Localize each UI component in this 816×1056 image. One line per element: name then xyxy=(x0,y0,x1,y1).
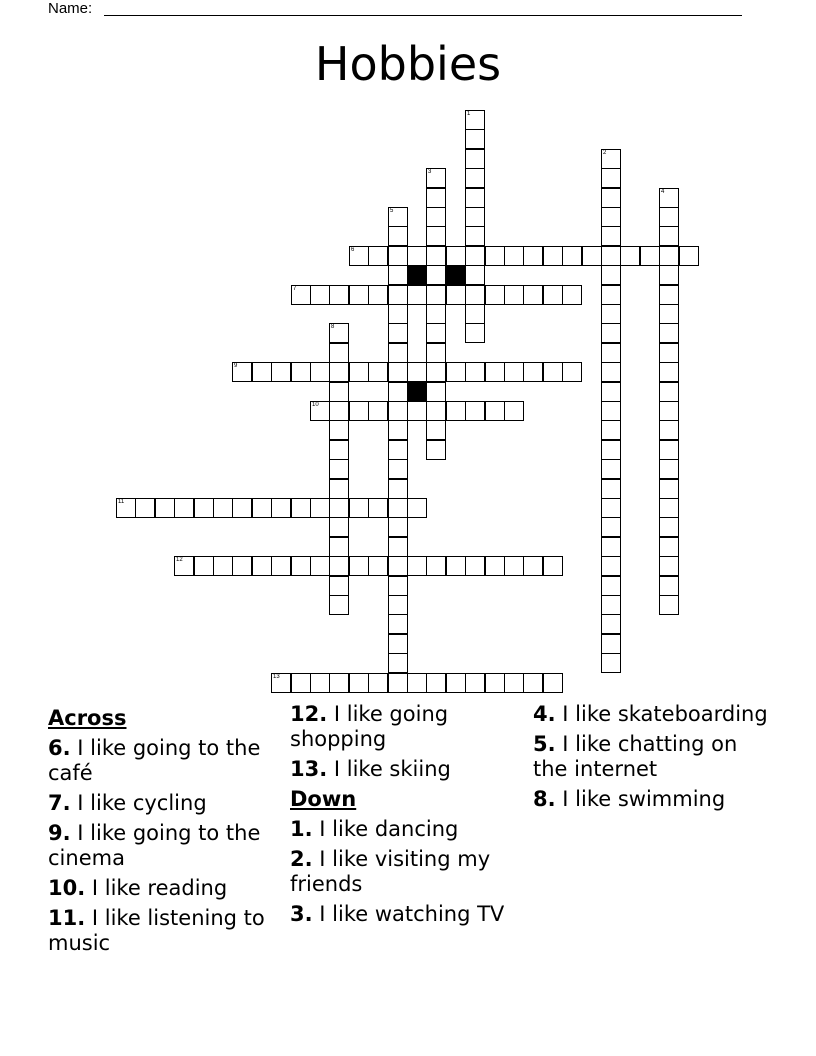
across-heading: Across xyxy=(48,706,127,730)
crossword-cell[interactable] xyxy=(388,343,408,363)
crossword-cell[interactable] xyxy=(659,556,679,576)
crossword-cell[interactable] xyxy=(174,498,194,518)
cell-number: 12 xyxy=(176,557,183,563)
clue-text: I like going shopping xyxy=(290,702,449,751)
clue-across-9 xyxy=(48,821,284,871)
crossword-cell[interactable] xyxy=(446,285,466,305)
crossword-cell[interactable] xyxy=(329,323,349,343)
crossword-cell[interactable] xyxy=(465,304,485,324)
clue-text: I like reading xyxy=(91,876,228,900)
crossword-cell[interactable] xyxy=(659,304,679,324)
crossword-cell[interactable] xyxy=(659,285,679,305)
crossword-cell[interactable] xyxy=(329,595,349,615)
crossword-cell[interactable] xyxy=(601,537,621,557)
crossword-cell[interactable] xyxy=(291,285,311,305)
clue-number: 8. xyxy=(533,787,556,811)
crossword-cell[interactable] xyxy=(523,556,543,576)
crossword-cell[interactable] xyxy=(601,614,621,634)
crossword-cell[interactable] xyxy=(388,265,408,285)
clue-down-3 xyxy=(290,902,526,927)
crossword-cell[interactable] xyxy=(426,168,446,188)
crossword-cell[interactable] xyxy=(523,673,543,693)
crossword-cell[interactable] xyxy=(388,517,408,537)
crossword-cell[interactable] xyxy=(407,246,427,266)
clue-down-1 xyxy=(290,817,526,842)
crossword-cell[interactable] xyxy=(388,226,408,246)
crossword-cell[interactable] xyxy=(426,382,446,402)
clue-number: 4. xyxy=(533,702,556,726)
clue-number: 11. xyxy=(48,906,86,930)
crossword-cell[interactable] xyxy=(504,362,524,382)
crossword-cell[interactable] xyxy=(601,207,621,227)
cell-number: 7 xyxy=(293,286,297,292)
crossword-cell[interactable] xyxy=(194,498,214,518)
crossword-cell[interactable] xyxy=(504,673,524,693)
crossword-cell[interactable] xyxy=(659,343,679,363)
crossword-cell[interactable] xyxy=(504,246,524,266)
crossword-cell[interactable] xyxy=(659,479,679,499)
crossword-cell[interactable] xyxy=(329,556,349,576)
crossword-cell[interactable] xyxy=(465,323,485,343)
crossword-cell[interactable] xyxy=(465,362,485,382)
clue-text: I like going to the cinema xyxy=(48,821,261,870)
crossword-cell[interactable] xyxy=(659,595,679,615)
clue-across-10 xyxy=(48,876,284,901)
crossword-cell[interactable] xyxy=(329,479,349,499)
crossword-cell[interactable] xyxy=(601,420,621,440)
crossword-cell[interactable] xyxy=(465,207,485,227)
crossword-cell[interactable] xyxy=(426,362,446,382)
crossword-cell[interactable] xyxy=(543,362,563,382)
crossword-cell[interactable] xyxy=(659,498,679,518)
clue-text: I like chatting on the internet xyxy=(533,732,738,781)
crossword-cell[interactable] xyxy=(562,362,582,382)
crossword-cell[interactable] xyxy=(368,246,388,266)
crossword-cell[interactable] xyxy=(485,285,505,305)
crossword-cell[interactable] xyxy=(601,343,621,363)
crossword-cell[interactable] xyxy=(349,498,369,518)
crossword-cell[interactable] xyxy=(388,595,408,615)
crossword-cell[interactable] xyxy=(465,556,485,576)
crossword-cell[interactable] xyxy=(426,226,446,246)
crossword-cell[interactable] xyxy=(310,285,330,305)
crossword-cell[interactable] xyxy=(368,401,388,421)
crossword-block xyxy=(446,265,466,285)
crossword-cell[interactable] xyxy=(329,517,349,537)
crossword-cell[interactable] xyxy=(291,673,311,693)
crossword-cell[interactable] xyxy=(465,168,485,188)
clue-text: I like swimming xyxy=(562,787,726,811)
cell-number: 2 xyxy=(603,150,607,156)
crossword-cell[interactable] xyxy=(426,246,446,266)
crossword-cell[interactable] xyxy=(291,362,311,382)
crossword-cell[interactable] xyxy=(562,285,582,305)
clue-across-12 xyxy=(290,702,526,752)
crossword-cell[interactable] xyxy=(601,285,621,305)
clue-number: 1. xyxy=(290,817,313,841)
clue-number: 13. xyxy=(290,757,328,781)
crossword-cell[interactable] xyxy=(388,304,408,324)
crossword-cell[interactable] xyxy=(504,401,524,421)
crossword-cell[interactable] xyxy=(601,382,621,402)
crossword-cell[interactable] xyxy=(485,556,505,576)
crossword-cell[interactable] xyxy=(329,498,349,518)
clue-down-4 xyxy=(533,702,769,727)
crossword-cell[interactable] xyxy=(446,246,466,266)
clue-number: 2. xyxy=(290,847,313,871)
cell-number: 1 xyxy=(467,111,471,117)
crossword-cell[interactable] xyxy=(407,673,427,693)
crossword-cell[interactable] xyxy=(232,556,252,576)
crossword-cell[interactable] xyxy=(388,537,408,557)
crossword-cell[interactable] xyxy=(543,285,563,305)
crossword-cell[interactable] xyxy=(329,401,349,421)
crossword-cell[interactable] xyxy=(601,149,621,169)
clue-text: I like visiting my friends xyxy=(290,847,491,896)
crossword-cell[interactable] xyxy=(601,323,621,343)
crossword-cell[interactable] xyxy=(213,556,233,576)
crossword-cell[interactable] xyxy=(543,673,563,693)
crossword-cell[interactable] xyxy=(543,246,563,266)
crossword-cell[interactable] xyxy=(407,498,427,518)
crossword-cell[interactable] xyxy=(329,382,349,402)
crossword-cell[interactable] xyxy=(465,285,485,305)
page-title: Hobbies xyxy=(314,37,502,91)
crossword-cell[interactable] xyxy=(368,362,388,382)
crossword-cell[interactable] xyxy=(349,246,369,266)
crossword-cell[interactable] xyxy=(659,459,679,479)
crossword-cell[interactable] xyxy=(601,304,621,324)
crossword-cell[interactable] xyxy=(388,673,408,693)
crossword-cell[interactable] xyxy=(388,285,408,305)
crossword-cell[interactable] xyxy=(485,673,505,693)
crossword-cell[interactable] xyxy=(446,401,466,421)
crossword-cell[interactable] xyxy=(388,440,408,460)
crossword-cell[interactable] xyxy=(523,246,543,266)
name-label: Name: xyxy=(48,0,93,17)
crossword-cell[interactable] xyxy=(271,556,291,576)
cell-number: 5 xyxy=(390,208,394,214)
crossword-cell[interactable] xyxy=(388,479,408,499)
crossword-cell[interactable] xyxy=(426,440,446,460)
crossword-cell[interactable] xyxy=(388,246,408,266)
crossword-cell[interactable] xyxy=(232,498,252,518)
crossword-cell[interactable] xyxy=(329,285,349,305)
crossword-cell[interactable] xyxy=(659,576,679,596)
crossword-cell[interactable] xyxy=(485,362,505,382)
crossword-cell[interactable] xyxy=(659,440,679,460)
clue-text: I like going to the café xyxy=(48,736,261,785)
crossword-cell[interactable] xyxy=(601,226,621,246)
crossword-cell[interactable] xyxy=(620,246,640,266)
crossword-cell[interactable] xyxy=(426,304,446,324)
crossword-cell[interactable] xyxy=(446,362,466,382)
cell-number: 10 xyxy=(312,402,319,408)
crossword-cell[interactable] xyxy=(659,517,679,537)
crossword-cell[interactable] xyxy=(426,188,446,208)
crossword-cell[interactable] xyxy=(465,246,485,266)
crossword-cell[interactable] xyxy=(310,673,330,693)
crossword-cell[interactable] xyxy=(426,343,446,363)
crossword-cell[interactable] xyxy=(388,323,408,343)
crossword-cell[interactable] xyxy=(426,673,446,693)
crossword-cell[interactable] xyxy=(679,246,699,266)
crossword-cell[interactable] xyxy=(388,634,408,654)
clues-column-3 xyxy=(533,702,769,817)
crossword-cell[interactable] xyxy=(388,459,408,479)
crossword-cell[interactable] xyxy=(329,537,349,557)
crossword-cell[interactable] xyxy=(601,595,621,615)
crossword-cell[interactable] xyxy=(271,498,291,518)
crossword-cell[interactable] xyxy=(465,129,485,149)
crossword-cell[interactable] xyxy=(388,362,408,382)
crossword-cell[interactable] xyxy=(388,420,408,440)
crossword-cell[interactable] xyxy=(252,362,272,382)
crossword-cell[interactable] xyxy=(194,556,214,576)
crossword-cell[interactable] xyxy=(601,498,621,518)
crossword-cell[interactable] xyxy=(349,556,369,576)
crossword-block xyxy=(407,265,427,285)
crossword-cell[interactable] xyxy=(485,401,505,421)
clue-number: 12. xyxy=(290,702,328,726)
crossword-cell[interactable] xyxy=(465,401,485,421)
crossword-cell[interactable] xyxy=(407,362,427,382)
crossword-cell[interactable] xyxy=(388,653,408,673)
crossword-cell[interactable] xyxy=(426,556,446,576)
crossword-cell[interactable] xyxy=(659,226,679,246)
crossword-cell[interactable] xyxy=(407,401,427,421)
crossword-cell[interactable] xyxy=(543,556,563,576)
crossword-cell[interactable] xyxy=(368,673,388,693)
cell-number: 3 xyxy=(428,169,432,175)
crossword-cell[interactable] xyxy=(368,285,388,305)
cell-number: 13 xyxy=(273,674,280,680)
crossword-cell[interactable] xyxy=(601,168,621,188)
crossword-cell[interactable] xyxy=(349,401,369,421)
crossword-cell[interactable] xyxy=(349,673,369,693)
clue-text: I like dancing xyxy=(319,817,459,841)
crossword-cell[interactable] xyxy=(155,498,175,518)
crossword-cell[interactable] xyxy=(426,401,446,421)
crossword-cell[interactable] xyxy=(291,556,311,576)
cell-number: 11 xyxy=(118,499,125,505)
crossword-cell[interactable] xyxy=(368,556,388,576)
crossword-cell[interactable] xyxy=(349,285,369,305)
clue-number: 5. xyxy=(533,732,556,756)
crossword-cell[interactable] xyxy=(659,362,679,382)
crossword-cell[interactable] xyxy=(601,556,621,576)
crossword-cell[interactable] xyxy=(659,188,679,208)
crossword-cell[interactable] xyxy=(601,246,621,266)
clue-text: I like skateboarding xyxy=(562,702,768,726)
crossword-cell[interactable] xyxy=(388,556,408,576)
crossword-cell[interactable] xyxy=(659,401,679,421)
clue-down-2 xyxy=(290,847,526,897)
crossword-cell[interactable] xyxy=(640,246,660,266)
crossword-cell[interactable] xyxy=(601,401,621,421)
crossword-cell[interactable] xyxy=(582,246,602,266)
crossword-cell[interactable] xyxy=(252,498,272,518)
crossword-cell[interactable] xyxy=(232,362,252,382)
crossword-cell[interactable] xyxy=(388,207,408,227)
clue-text: I like watching TV xyxy=(319,902,505,926)
crossword-cell[interactable] xyxy=(310,556,330,576)
clue-number: 9. xyxy=(48,821,71,845)
crossword-block xyxy=(407,382,427,402)
crossword-cell[interactable] xyxy=(407,285,427,305)
clue-text: I like cycling xyxy=(77,791,207,815)
cell-number: 6 xyxy=(351,247,355,253)
crossword-cell[interactable] xyxy=(659,537,679,557)
clue-text: I like listening to music xyxy=(48,906,265,955)
crossword-cell[interactable] xyxy=(368,498,388,518)
cell-number: 4 xyxy=(661,189,665,195)
crossword-cell[interactable] xyxy=(349,362,369,382)
crossword-cell[interactable] xyxy=(601,440,621,460)
crossword-cell[interactable] xyxy=(504,285,524,305)
crossword-cell[interactable] xyxy=(426,323,446,343)
clue-across-11 xyxy=(48,906,284,956)
clue-down-8 xyxy=(533,787,769,812)
clue-across-7 xyxy=(48,791,284,816)
clues-column-2 xyxy=(290,702,526,932)
crossword-cell[interactable] xyxy=(174,556,194,576)
crossword-cell[interactable] xyxy=(426,285,446,305)
crossword-cell[interactable] xyxy=(485,246,505,266)
clue-number: 10. xyxy=(48,876,86,900)
crossword-cell[interactable] xyxy=(659,207,679,227)
crossword-cell[interactable] xyxy=(659,323,679,343)
crossword-cell[interactable] xyxy=(310,401,330,421)
crossword-cell[interactable] xyxy=(291,498,311,518)
crossword-cell[interactable] xyxy=(329,459,349,479)
crossword-cell[interactable] xyxy=(310,498,330,518)
crossword-cell[interactable] xyxy=(388,401,408,421)
crossword-cell[interactable] xyxy=(388,498,408,518)
crossword-cell[interactable] xyxy=(659,265,679,285)
clue-text: I like skiing xyxy=(333,757,451,781)
crossword-cell[interactable] xyxy=(465,149,485,169)
crossword-cell[interactable] xyxy=(465,188,485,208)
crossword-cell[interactable] xyxy=(601,188,621,208)
crossword-cell[interactable] xyxy=(388,576,408,596)
crossword-cell[interactable] xyxy=(446,673,466,693)
crossword-cell[interactable] xyxy=(135,498,155,518)
clue-across-13 xyxy=(290,757,526,782)
cell-number: 9 xyxy=(234,363,238,369)
crossword-cell[interactable] xyxy=(329,420,349,440)
crossword-cell[interactable] xyxy=(562,246,582,266)
crossword-cell[interactable] xyxy=(601,653,621,673)
crossword-cell[interactable] xyxy=(329,362,349,382)
crossword-cell[interactable] xyxy=(601,362,621,382)
clue-across-6 xyxy=(48,736,284,786)
crossword-cell[interactable] xyxy=(465,110,485,130)
crossword-cell[interactable] xyxy=(388,382,408,402)
crossword-cell[interactable] xyxy=(659,382,679,402)
clue-number: 3. xyxy=(290,902,313,926)
crossword-cell[interactable] xyxy=(601,517,621,537)
crossword-cell[interactable] xyxy=(465,265,485,285)
crossword-cell[interactable] xyxy=(426,420,446,440)
down-heading: Down xyxy=(290,787,357,811)
crossword-cell[interactable] xyxy=(601,479,621,499)
crossword-cell[interactable] xyxy=(426,207,446,227)
crossword-cell[interactable] xyxy=(523,285,543,305)
crossword-cell[interactable] xyxy=(329,440,349,460)
cell-number: 8 xyxy=(331,324,335,330)
crossword-cell[interactable] xyxy=(659,420,679,440)
crossword-cell[interactable] xyxy=(310,362,330,382)
clue-number: 7. xyxy=(48,791,71,815)
crossword-cell[interactable] xyxy=(446,556,466,576)
crossword-cell[interactable] xyxy=(116,498,136,518)
crossword-cell[interactable] xyxy=(523,362,543,382)
clue-number: 6. xyxy=(48,736,71,760)
crossword-cell[interactable] xyxy=(329,343,349,363)
crossword-cell[interactable] xyxy=(659,246,679,266)
crossword-cell[interactable] xyxy=(252,556,272,576)
crossword-cell[interactable] xyxy=(601,576,621,596)
crossword-cell[interactable] xyxy=(504,556,524,576)
clues-column-1 xyxy=(48,702,284,961)
crossword-cell[interactable] xyxy=(388,614,408,634)
crossword-cell[interactable] xyxy=(213,498,233,518)
crossword-cell[interactable] xyxy=(426,265,446,285)
crossword-cell[interactable] xyxy=(329,673,349,693)
crossword-cell[interactable] xyxy=(407,556,427,576)
crossword-cell[interactable] xyxy=(601,634,621,654)
crossword-cell[interactable] xyxy=(465,226,485,246)
crossword-cell[interactable] xyxy=(601,265,621,285)
clue-down-5 xyxy=(533,732,769,782)
crossword-cell[interactable] xyxy=(329,576,349,596)
crossword-cell[interactable] xyxy=(271,673,291,693)
crossword-cell[interactable] xyxy=(601,459,621,479)
crossword-cell[interactable] xyxy=(271,362,291,382)
crossword-cell[interactable] xyxy=(465,673,485,693)
